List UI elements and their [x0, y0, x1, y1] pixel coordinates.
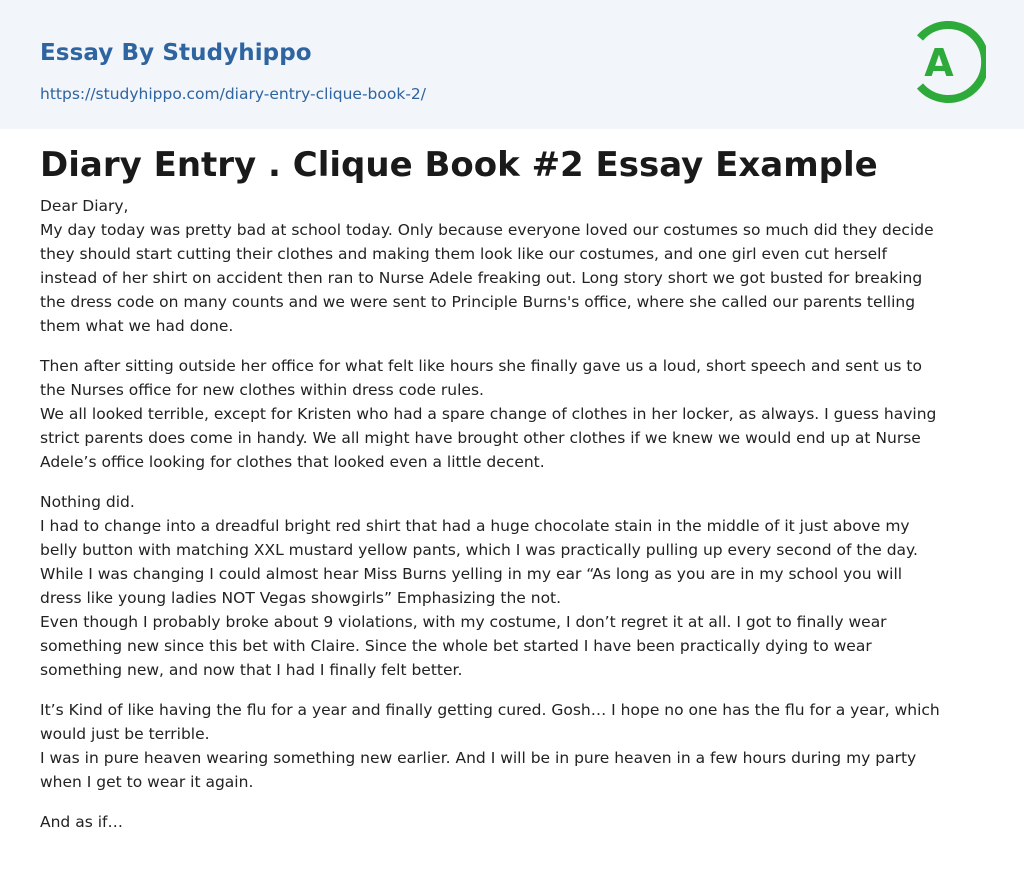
text-line: And as if…	[40, 813, 123, 831]
logo-graphic	[910, 18, 986, 106]
text-line: would just be terrible.	[40, 725, 210, 743]
text-line: when I get to wear it again.	[40, 773, 254, 791]
text-line: Even though I probably broke about 9 violations, with my costume, I don’t regret it at all. I got to finally wear	[40, 613, 887, 631]
text-line: I had to change into a dreadful bright red shirt that had a huge chocolate stain in the middle of it just above my	[40, 517, 910, 535]
essay-paragraph	[40, 698, 984, 794]
text-line: Dear Diary,	[40, 197, 129, 215]
text-line: something new since this bet with Claire. Since the whole bet started I have been practically dying to wear	[40, 637, 872, 655]
text-line: they should start cutting their clothes and making them look like our costumes, and one girl even cut herself	[40, 245, 887, 263]
essay-url-link[interactable]: https://studyhippo.com/diary-entry-clique-book-2/	[40, 85, 427, 103]
text-line: something new, and now that I had I finally felt better.	[40, 661, 463, 679]
text-line: belly button with matching XXL mustard yellow pants, which I was practically pulling up every second of the day.	[40, 541, 918, 559]
essay-paragraph	[40, 354, 984, 474]
text-line: While I was changing I could almost hear Miss Burns yelling in my ear “As long as you are in my school you will	[40, 565, 903, 583]
text-line: instead of her shirt on accident then ran to Nurse Adele freaking out. Long story short we got busted for breaking	[40, 269, 923, 287]
text-line: dress like young ladies NOT Vegas showgirls” Emphasizing the not.	[40, 589, 562, 607]
text-line: Adele’s office looking for clothes that looked even a little decent.	[40, 453, 545, 471]
studyhippo-logo-icon[interactable]	[910, 18, 986, 106]
text-line: Nothing did.	[40, 493, 135, 511]
logo-letter: A	[924, 41, 954, 85]
essay-paragraph	[40, 194, 984, 338]
text-line: them what we had done.	[40, 317, 234, 335]
essay-paragraph	[40, 490, 984, 682]
page-title: Diary Entry . Clique Book #2 Essay Example	[40, 145, 878, 185]
text-line: It’s Kind of like having the flu for a year and finally getting cured. Gosh… I hope no one has the flu for a year, which	[40, 701, 940, 719]
text-line: strict parents does come in handy. We all might have brought other clothes if we knew we would end up at Nurse	[40, 429, 921, 447]
site-title[interactable]: Essay By Studyhippo	[40, 40, 312, 66]
text-line: Then after sitting outside her office for what felt like hours she finally gave us a loud, short speech and sent us to	[40, 357, 922, 375]
site-header	[0, 0, 1024, 129]
text-line: We all looked terrible, except for Kristen who had a spare change of clothes in her locker, as always. I guess having	[40, 405, 937, 423]
essay-paragraph	[40, 810, 984, 834]
text-line: the dress code on many counts and we were sent to Principle Burns's office, where she called our parents telling	[40, 293, 916, 311]
text-line: My day today was pretty bad at school today. Only because everyone loved our costumes so much did they decide	[40, 221, 934, 239]
text-line: the Nurses office for new clothes within dress code rules.	[40, 381, 484, 399]
text-line: I was in pure heaven wearing something new earlier. And I will be in pure heaven in a few hours during my party	[40, 749, 917, 767]
essay-body	[40, 194, 984, 850]
